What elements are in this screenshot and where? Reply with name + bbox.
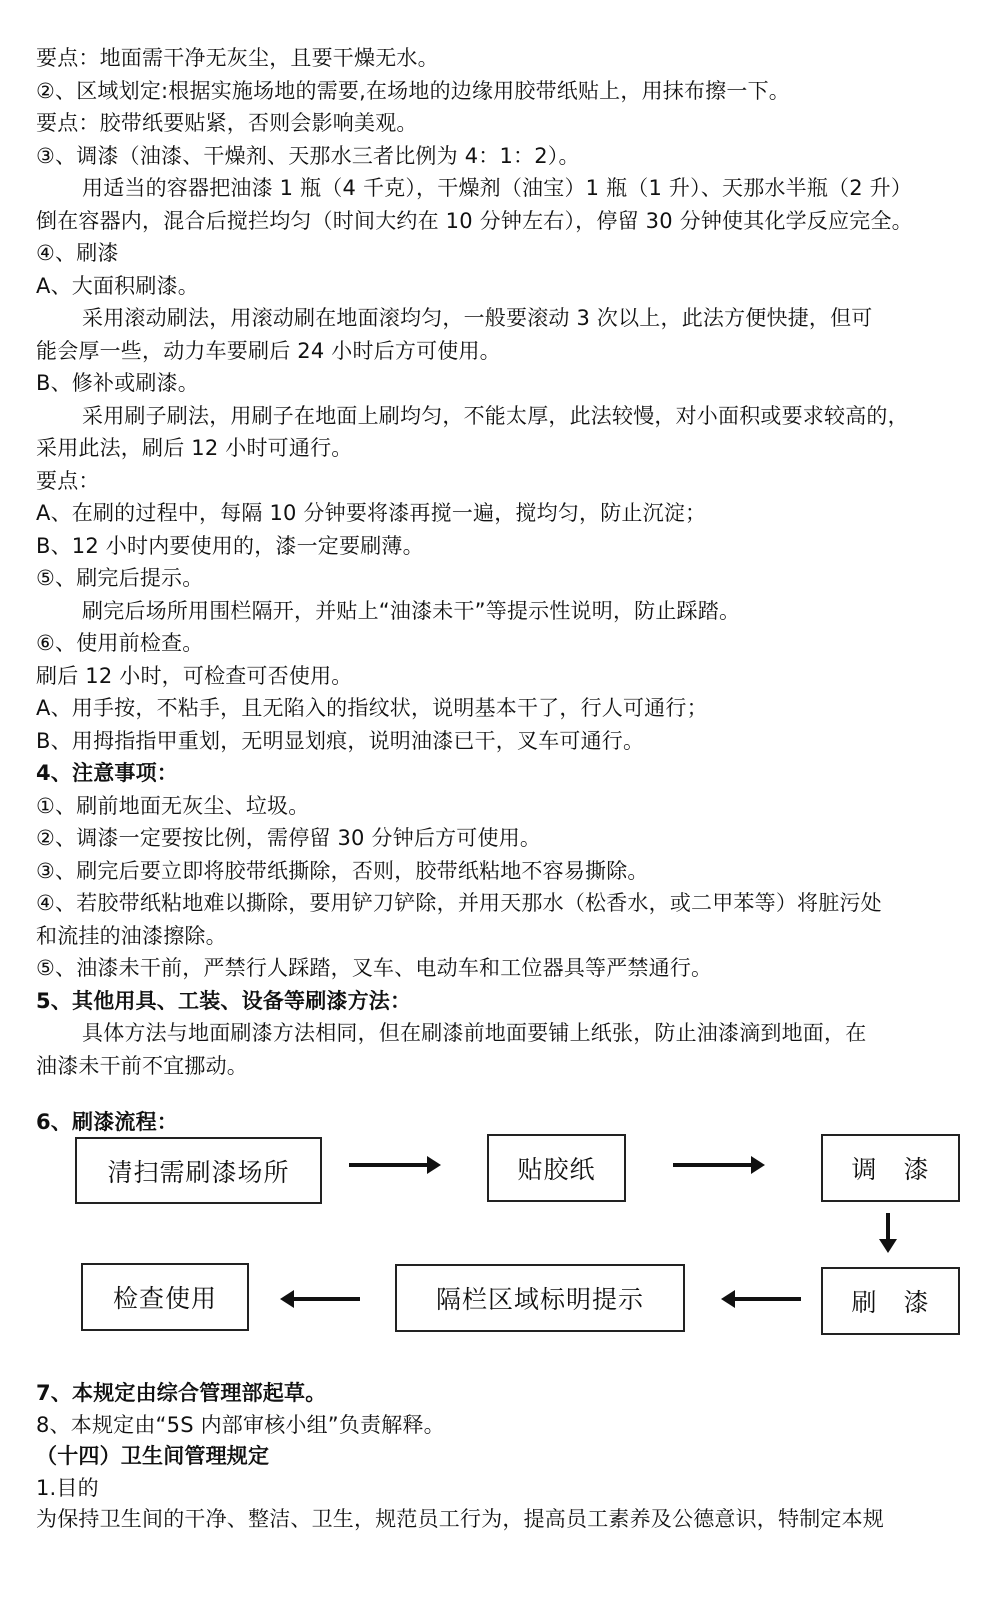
- text-line: A、大面积刷漆。: [36, 273, 199, 298]
- text-line: 倒在容器内，混合后搅拦均匀（时间大约在 10 分钟左右），停留 30 分钟使其化学反应完全。: [36, 208, 913, 233]
- text-line: 1.目的: [36, 1475, 99, 1500]
- text-line: ④、若胶带纸粘地难以撕除，要用铲刀铲除，并用天那水（松香水，或二甲苯等）将脏污处: [36, 891, 882, 915]
- text-line: ④、刷漆: [36, 241, 119, 265]
- text-line: A、在刷的过程中，每隔 10 分钟要将漆再搅一遍，搅均匀，防止沉淀；: [36, 501, 707, 525]
- text-line: B、12 小时内要使用的，漆一定要刷薄。: [36, 533, 424, 558]
- text-line: ②、调漆一定要按比例，需停留 30 分钟后方可使用。: [36, 826, 542, 850]
- footer-text: [36, 1378, 966, 1536]
- text-line: 刷后 12 小时，可检查可否使用。: [36, 663, 353, 688]
- flow-step-tape: 贴胶纸: [487, 1134, 626, 1202]
- text-line: ⑥、使用前检查。: [36, 631, 204, 655]
- text-line: 要点：胶带纸要贴紧，否则会影响美观。: [36, 111, 418, 135]
- text-line: 用适当的容器把油漆 1 瓶（4 千克），干燥剂（油宝）1 瓶（1 升）、天那水半瓶（2 升）: [82, 176, 913, 200]
- text-line: B、修补或刷漆。: [36, 371, 200, 395]
- flow-title: 6、刷漆流程：: [36, 1110, 179, 1134]
- text-line: 5、其他用具、工装、设备等刷漆方法：: [36, 988, 412, 1013]
- flow-arrow-down: [886, 1213, 890, 1241]
- regulation-footer: [36, 1378, 966, 1536]
- flow-step-barrier: 隔栏区域标明提示: [395, 1264, 685, 1332]
- text-line: ③、调漆（油漆、干燥剂、天那水三者比例为 4：1：2）。: [36, 143, 580, 168]
- text-line: 采用此法，刷后 12 小时可通行。: [36, 436, 353, 460]
- procedure-text: [36, 42, 966, 1082]
- text-line: A、用手按，不粘手，且无陷入的指纹状，说明基本干了，行人可通行；: [36, 696, 708, 720]
- text-line: ②、区域划定:根据实施场地的需要,在场地的边缘用胶带纸贴上，用抹布擦一下。: [36, 78, 790, 103]
- flow-arrow-left-2: [292, 1297, 360, 1301]
- flow-arrow-right-2: [673, 1163, 753, 1167]
- flow-step-paint: 刷 漆: [821, 1267, 960, 1335]
- text-line: 刷完后场所用围栏隔开，并贴上“油漆未干”等提示性说明，防止踩踏。: [82, 598, 741, 623]
- text-line: 8、本规定由“5S 内部审核小组”负责解释。: [36, 1412, 445, 1437]
- text-line: ⑤、油漆未干前，严禁行人踩踏，叉车、电动车和工位器具等严禁通行。: [36, 956, 713, 980]
- text-line: 4、注意事项：: [36, 761, 179, 785]
- text-line: 具体方法与地面刷漆方法相同，但在刷漆前地面要铺上纸张，防止油漆滴到地面，在: [82, 1021, 867, 1045]
- text-line: （十四）卫生间管理规定: [36, 1444, 270, 1468]
- text-line: 采用滚动刷法，用滚动刷在地面滚均匀，一般要滚动 3 次以上，此法方便快捷，但可: [82, 306, 873, 330]
- text-line: 能会厚一些，动力车要刷后 24 小时后方可使用。: [36, 338, 501, 363]
- text-line: ①、刷前地面无灰尘、垃圾。: [36, 793, 310, 818]
- painting-flowchart: [0, 1120, 1000, 1360]
- text-line: ⑤、刷完后提示。: [36, 566, 204, 590]
- text-line: 和流挂的油漆擦除。: [36, 923, 227, 948]
- text-line: 油漆未干前不宜挪动。: [36, 1053, 248, 1078]
- text-line: ③、刷完后要立即将胶带纸撕除，否则，胶带纸粘地不容易撕除。: [36, 858, 649, 883]
- text-line: 为保持卫生间的干净、整洁、卫生，规范员工行为，提高员工素养及公德意识，特制定本规: [36, 1507, 884, 1531]
- flow-step-inspect: 检查使用: [81, 1263, 249, 1331]
- flow-arrow-left-1: [733, 1297, 801, 1301]
- flow-step-clean: 清扫需刷漆场所: [75, 1137, 322, 1204]
- document-body: [36, 42, 966, 1139]
- text-line: 7、本规定由综合管理部起草。: [36, 1381, 327, 1405]
- text-line: 要点：: [36, 468, 100, 493]
- text-line: 采用刷子刷法，用刷子在地面上刷均匀，不能太厚，此法较慢，对小面积或要求较高的，: [82, 403, 909, 428]
- text-line: B、用拇指指甲重划，无明显划痕，说明油漆已干，叉车可通行。: [36, 728, 645, 753]
- text-line: 要点：地面需干净无灰尘，且要干燥无水。: [36, 46, 439, 70]
- flow-step-mix: 调 漆: [821, 1134, 960, 1202]
- flow-arrow-right-1: [349, 1163, 429, 1167]
